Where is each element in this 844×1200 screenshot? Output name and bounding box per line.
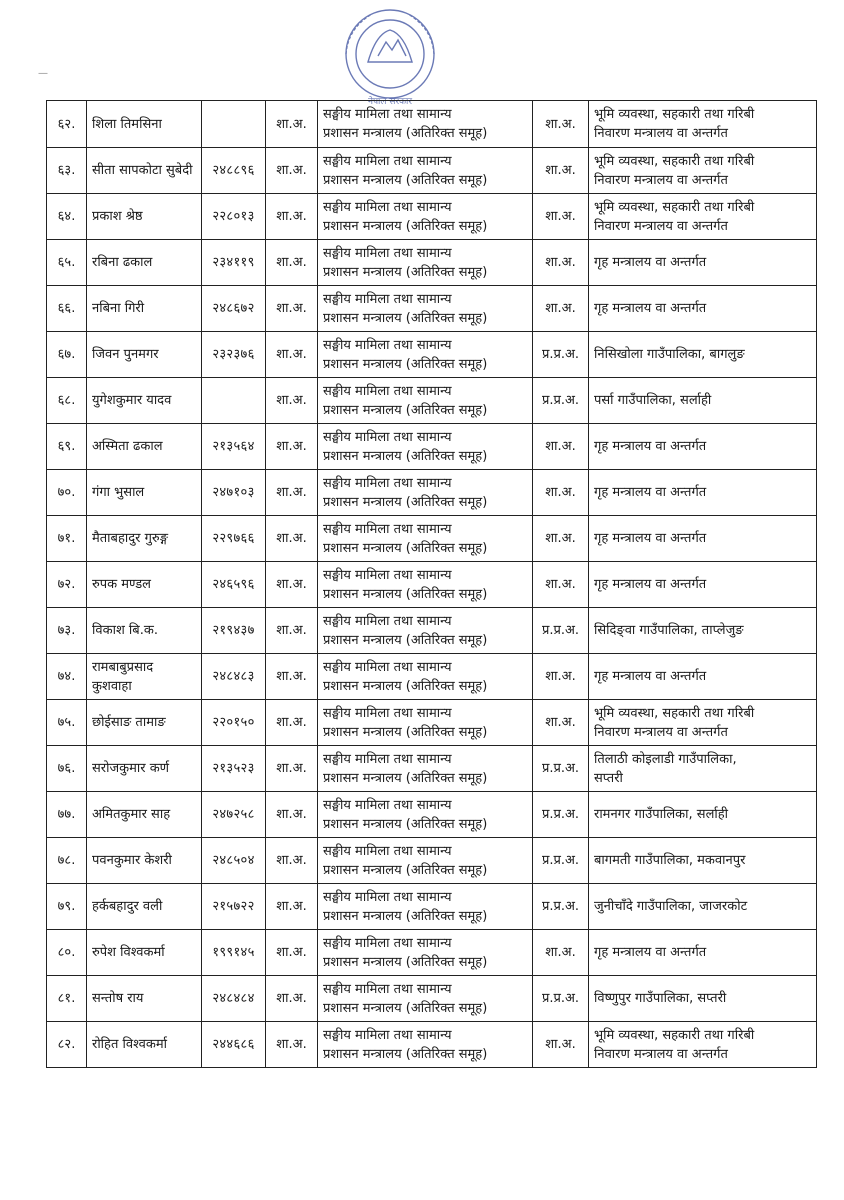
assigned-office <box>589 240 817 286</box>
table-row <box>47 700 817 746</box>
office-line-1: भूमि व्यवस्था, सहकारी तथा गरिबी <box>594 199 755 215</box>
serial-number: ७९. <box>47 884 87 930</box>
employee-id: २२९७६६ <box>202 516 266 562</box>
employee-id: २१५७२२ <box>202 884 266 930</box>
ministry-line-1: सङ्घीय मामिला तथा सामान्य <box>323 659 452 675</box>
serial-number: ७१. <box>47 516 87 562</box>
office-line-2: निवारण मन्त्रालय वा अन्तर्गत <box>594 724 728 740</box>
office-line-1: गृह मन्त्रालय वा अन्तर्गत <box>594 669 707 684</box>
employee-name: हर्कबहादुर वली <box>87 884 202 930</box>
table-row <box>47 378 817 424</box>
table-row <box>47 240 817 286</box>
employee-name: सन्तोष राय <box>87 976 202 1022</box>
ministry-line-2: प्रशासन मन्त्रालय (अतिरिक्त समूह) <box>323 1000 488 1016</box>
serial-number: ७८. <box>47 838 87 884</box>
office-line-1: गृह मन्त्रालय वा अन्तर्गत <box>594 531 707 546</box>
assigned-post: शा.अ. <box>533 470 589 516</box>
current-post: शा.अ. <box>266 884 318 930</box>
office-line-1: भूमि व्यवस्था, सहकारी तथा गरिबी <box>594 705 755 721</box>
table-row <box>47 976 817 1022</box>
ministry-line-1: सङ्घीय मामिला तथा सामान्य <box>323 843 452 859</box>
assigned-office <box>589 608 817 654</box>
ministry-line-2: प्रशासन मन्त्रालय (अतिरिक्त समूह) <box>323 448 488 464</box>
assigned-post: प्र.प्र.अ. <box>533 976 589 1022</box>
assigned-post: प्र.प्र.अ. <box>533 746 589 792</box>
current-post: शा.अ. <box>266 838 318 884</box>
assigned-office <box>589 378 817 424</box>
serial-number: ८२. <box>47 1022 87 1068</box>
serial-number: ७५. <box>47 700 87 746</box>
assigned-office <box>589 332 817 378</box>
margin-mark: — <box>38 68 48 79</box>
employee-id: १९९१४५ <box>202 930 266 976</box>
current-post: शा.अ. <box>266 746 318 792</box>
current-post: शा.अ. <box>266 194 318 240</box>
employee-name: अस्मिता ढकाल <box>87 424 202 470</box>
current-ministry <box>318 286 533 332</box>
assigned-post: प्र.प्र.अ. <box>533 792 589 838</box>
current-ministry <box>318 654 533 700</box>
employee-id: २४६५९६ <box>202 562 266 608</box>
table-row <box>47 608 817 654</box>
ministry-line-2: प्रशासन मन्त्रालय (अतिरिक्त समूह) <box>323 862 488 878</box>
assigned-office <box>589 838 817 884</box>
serial-number: ७०. <box>47 470 87 516</box>
serial-number: ६७. <box>47 332 87 378</box>
current-post: शा.अ. <box>266 792 318 838</box>
current-post: शा.अ. <box>266 700 318 746</box>
ministry-line-1: सङ्घीय मामिला तथा सामान्य <box>323 981 452 997</box>
table-row <box>47 286 817 332</box>
current-ministry <box>318 884 533 930</box>
current-ministry <box>318 1022 533 1068</box>
current-ministry <box>318 930 533 976</box>
assigned-office <box>589 654 817 700</box>
office-line-1: गृह मन्त्रालय वा अन्तर्गत <box>594 255 707 270</box>
ministry-line-2: प्रशासन मन्त्रालय (अतिरिक्त समूह) <box>323 540 488 556</box>
office-line-2: निवारण मन्त्रालय वा अन्तर्गत <box>594 218 728 234</box>
employee-id: २१९४३७ <box>202 608 266 654</box>
ministry-line-2: प्रशासन मन्त्रालय (अतिरिक्त समूह) <box>323 172 488 188</box>
employee-name: सरोजकुमार कर्ण <box>87 746 202 792</box>
table-body <box>47 101 817 1068</box>
current-post: शा.अ. <box>266 608 318 654</box>
table-row <box>47 148 817 194</box>
ministry-line-2: प्रशासन मन्त्रालय (अतिरिक्त समूह) <box>323 816 488 832</box>
current-ministry <box>318 148 533 194</box>
ministry-line-1: सङ्घीय मामिला तथा सामान्य <box>323 521 452 537</box>
assigned-post: शा.अ. <box>533 148 589 194</box>
assigned-office <box>589 930 817 976</box>
table-row <box>47 1022 817 1068</box>
assigned-post: शा.अ. <box>533 1022 589 1068</box>
employee-name: रोहित विश्वकर्मा <box>87 1022 202 1068</box>
employee-id: २४८४८३ <box>202 654 266 700</box>
office-line-1: गृह मन्त्रालय वा अन्तर्गत <box>594 485 707 500</box>
employee-name: रामबाबुप्रसाद कुशवाहा <box>87 654 202 700</box>
employee-id: २४७२५८ <box>202 792 266 838</box>
assigned-office <box>589 148 817 194</box>
ministry-line-1: सङ्घीय मामिला तथा सामान्य <box>323 475 452 491</box>
current-ministry <box>318 101 533 148</box>
current-post: शा.अ. <box>266 562 318 608</box>
office-line-2: निवारण मन्त्रालय वा अन्तर्गत <box>594 126 728 141</box>
serial-number: ८१. <box>47 976 87 1022</box>
employee-name: प्रकाश श्रेष्ठ <box>87 194 202 240</box>
table-row <box>47 562 817 608</box>
ministry-line-2: प्रशासन मन्त्रालय (अतिरिक्त समूह) <box>323 724 488 740</box>
employee-name: छोईसाङ तामाङ <box>87 700 202 746</box>
ministry-line-2: प्रशासन मन्त्रालय (अतिरिक्त समूह) <box>323 954 488 970</box>
assigned-post: शा.अ. <box>533 101 589 148</box>
office-line-1: बागमती गाउँपालिका, मकवानपुर <box>594 853 746 868</box>
ministry-line-1: सङ्घीय मामिला तथा सामान्य <box>323 291 452 307</box>
employee-name: सीता सापकोटा सुबेदी <box>87 148 202 194</box>
table-row <box>47 838 817 884</box>
employee-name: रबिना ढकाल <box>87 240 202 286</box>
table-row <box>47 101 817 148</box>
assigned-office <box>589 562 817 608</box>
current-post: शा.अ. <box>266 148 318 194</box>
employee-id: २२८०१३ <box>202 194 266 240</box>
current-post: शा.अ. <box>266 470 318 516</box>
assigned-office <box>589 470 817 516</box>
employee-name: रुपक मण्डल <box>87 562 202 608</box>
current-ministry <box>318 838 533 884</box>
assigned-post: प्र.प्र.अ. <box>533 332 589 378</box>
table-row <box>47 194 817 240</box>
assigned-office <box>589 1022 817 1068</box>
office-line-2: सप्तरी <box>594 770 623 786</box>
assigned-post: शा.अ. <box>533 286 589 332</box>
employee-id: २४८६७२ <box>202 286 266 332</box>
current-post: शा.अ. <box>266 240 318 286</box>
office-line-1: निसिखोला गाउँपालिका, बागलुङ <box>594 347 745 362</box>
seal-text: नेपाल सरकार <box>367 97 413 107</box>
serial-number: ६९. <box>47 424 87 470</box>
assigned-office <box>589 700 817 746</box>
current-ministry <box>318 976 533 1022</box>
current-post: शा.अ. <box>266 976 318 1022</box>
employee-name: नबिना गिरी <box>87 286 202 332</box>
ministry-line-2: प्रशासन मन्त्रालय (अतिरिक्त समूह) <box>323 1046 488 1062</box>
current-post: शा.अ. <box>266 516 318 562</box>
ministry-line-2: प्रशासन मन्त्रालय (अतिरिक्त समूह) <box>323 356 488 372</box>
employee-id: २२०१५० <box>202 700 266 746</box>
assigned-post: शा.अ. <box>533 700 589 746</box>
current-ministry <box>318 240 533 286</box>
assigned-post: शा.अ. <box>533 562 589 608</box>
employee-name: युगेशकुमार यादव <box>87 378 202 424</box>
ministry-line-1: सङ्घीय मामिला तथा सामान्य <box>323 751 452 767</box>
office-line-1: भूमि व्यवस्था, सहकारी तथा गरिबी <box>594 1027 755 1043</box>
employee-id: २१३५२३ <box>202 746 266 792</box>
office-line-1: रामनगर गाउँपालिका, सर्लाही <box>594 807 729 822</box>
serial-number: ६३. <box>47 148 87 194</box>
employee-name: जिवन पुनमगर <box>87 332 202 378</box>
ministry-line-2: प्रशासन मन्त्रालय (अतिरिक्त समूह) <box>323 770 488 786</box>
employee-name: शिला तिमसिना <box>87 101 202 148</box>
office-line-1: सिदिङ्वा गाउँपालिका, ताप्लेजुङ <box>594 623 744 638</box>
ministry-line-1: सङ्घीय मामिला तथा सामान्य <box>323 1027 452 1043</box>
employee-name: विकाश बि.क. <box>87 608 202 654</box>
current-ministry <box>318 516 533 562</box>
table-row <box>47 424 817 470</box>
assigned-office <box>589 792 817 838</box>
current-ministry <box>318 378 533 424</box>
office-line-1: गृह मन्त्रालय वा अन्तर्गत <box>594 577 707 592</box>
ministry-line-1: सङ्घीय मामिला तथा सामान्य <box>323 199 452 215</box>
table-row <box>47 884 817 930</box>
ministry-line-1: सङ्घीय मामिला तथा सामान्य <box>323 107 452 122</box>
office-line-1: भूमि व्यवस्था, सहकारी तथा गरिबी <box>594 153 755 169</box>
employee-id: २४८५०४ <box>202 838 266 884</box>
serial-number: ८०. <box>47 930 87 976</box>
employee-id: २४४६८६ <box>202 1022 266 1068</box>
current-post: शा.अ. <box>266 286 318 332</box>
office-line-2: निवारण मन्त्रालय वा अन्तर्गत <box>594 1046 728 1062</box>
assigned-post: शा.अ. <box>533 194 589 240</box>
table-row <box>47 332 817 378</box>
serial-number: ७४. <box>47 654 87 700</box>
employee-id: २३४११९ <box>202 240 266 286</box>
office-line-1: गृह मन्त्रालय वा अन्तर्गत <box>594 439 707 454</box>
current-post: शा.अ. <box>266 1022 318 1068</box>
serial-number: ७३. <box>47 608 87 654</box>
serial-number: ७७. <box>47 792 87 838</box>
current-post: शा.अ. <box>266 930 318 976</box>
office-line-1: जुनीचाँदे गाउँपालिका, जाजरकोट <box>594 899 748 914</box>
assigned-office <box>589 516 817 562</box>
current-ministry <box>318 470 533 516</box>
assigned-post: प्र.प्र.अ. <box>533 838 589 884</box>
current-ministry <box>318 792 533 838</box>
ministry-line-1: सङ्घीय मामिला तथा सामान्य <box>323 613 452 629</box>
current-ministry <box>318 746 533 792</box>
assigned-post: प्र.प्र.अ. <box>533 884 589 930</box>
employee-name: रुपेश विश्वकर्मा <box>87 930 202 976</box>
ministry-line-2: प्रशासन मन्त्रालय (अतिरिक्त समूह) <box>323 632 488 648</box>
table-row <box>47 746 817 792</box>
assigned-office <box>589 101 817 148</box>
ministry-line-1: सङ्घीय मामिला तथा सामान्य <box>323 383 452 399</box>
office-line-1: गृह मन्त्रालय वा अन्तर्गत <box>594 301 707 316</box>
serial-number: ७६. <box>47 746 87 792</box>
employee-id <box>202 101 266 148</box>
current-post: शा.अ. <box>266 424 318 470</box>
ministry-line-2: प्रशासन मन्त्रालय (अतिरिक्त समूह) <box>323 310 488 326</box>
serial-number: ७२. <box>47 562 87 608</box>
employee-id: २४८८९६ <box>202 148 266 194</box>
ministry-line-1: सङ्घीय मामिला तथा सामान्य <box>323 245 452 261</box>
ministry-line-1: सङ्घीय मामिला तथा सामान्य <box>323 705 452 721</box>
office-line-1: तिलाठी कोइलाडी गाउँपालिका, <box>594 751 737 767</box>
assigned-office <box>589 286 817 332</box>
current-post: शा.अ. <box>266 332 318 378</box>
serial-number: ६८. <box>47 378 87 424</box>
current-ministry <box>318 332 533 378</box>
ministry-line-2: प्रशासन मन्त्रालय (अतिरिक्त समूह) <box>323 494 488 510</box>
table-row <box>47 654 817 700</box>
assigned-post: प्र.प्र.अ. <box>533 378 589 424</box>
office-line-1: गृह मन्त्रालय वा अन्तर्गत <box>594 945 707 960</box>
serial-number: ६४. <box>47 194 87 240</box>
assigned-post: शा.अ. <box>533 516 589 562</box>
ministry-line-2: प्रशासन मन्त्रालय (अतिरिक्त समूह) <box>323 678 488 694</box>
table-row <box>47 470 817 516</box>
serial-number: ६६. <box>47 286 87 332</box>
ministry-line-2: प्रशासन मन्त्रालय (अतिरिक्त समूह) <box>323 908 488 924</box>
appointment-table <box>46 100 817 1068</box>
table-row <box>47 792 817 838</box>
employee-name: अमितकुमार साह <box>87 792 202 838</box>
employee-id: २१३५६४ <box>202 424 266 470</box>
employee-name: पवनकुमार केशरी <box>87 838 202 884</box>
assigned-office <box>589 976 817 1022</box>
current-ministry <box>318 424 533 470</box>
ministry-line-2: प्रशासन मन्त्रालय (अतिरिक्त समूह) <box>323 218 488 234</box>
ministry-line-2: प्रशासन मन्त्रालय (अतिरिक्त समूह) <box>323 402 488 418</box>
ministry-line-1: सङ्घीय मामिला तथा सामान्य <box>323 797 452 813</box>
assigned-post: शा.अ. <box>533 654 589 700</box>
current-post: शा.अ. <box>266 378 318 424</box>
current-ministry <box>318 194 533 240</box>
ministry-line-2: प्रशासन मन्त्रालय (अतिरिक्त समूह) <box>323 264 488 280</box>
table-row <box>47 930 817 976</box>
office-line-1: पर्सा गाउँपालिका, सर्लाही <box>594 393 712 408</box>
ministry-line-1: सङ्घीय मामिला तथा सामान्य <box>323 567 452 583</box>
assigned-office <box>589 746 817 792</box>
assigned-post: शा.अ. <box>533 930 589 976</box>
serial-number: ६५. <box>47 240 87 286</box>
ministry-line-1: सङ्घीय मामिला तथा सामान्य <box>323 889 452 905</box>
ministry-line-1: सङ्घीय मामिला तथा सामान्य <box>323 935 452 951</box>
assigned-office <box>589 884 817 930</box>
office-line-1: विष्णुपुर गाउँपालिका, सप्तरी <box>594 991 727 1006</box>
assigned-post: प्र.प्र.अ. <box>533 608 589 654</box>
current-post: शा.अ. <box>266 654 318 700</box>
ministry-line-1: सङ्घीय मामिला तथा सामान्य <box>323 153 452 169</box>
serial-number: ६२. <box>47 101 87 148</box>
employee-id <box>202 378 266 424</box>
current-ministry <box>318 608 533 654</box>
assigned-post: शा.अ. <box>533 240 589 286</box>
employee-id: २४८४८४ <box>202 976 266 1022</box>
assigned-post: शा.अ. <box>533 424 589 470</box>
office-line-2: निवारण मन्त्रालय वा अन्तर्गत <box>594 172 728 188</box>
employee-name: गंगा भुसाल <box>87 470 202 516</box>
ministry-line-2: प्रशासन मन्त्रालय (अतिरिक्त समूह) <box>323 586 488 602</box>
ministry-line-2: प्रशासन मन्त्रालय (अतिरिक्त समूह) <box>323 126 488 141</box>
ministry-line-1: सङ्घीय मामिला तथा सामान्य <box>323 429 452 445</box>
employee-id: २४७१०३ <box>202 470 266 516</box>
assigned-office <box>589 194 817 240</box>
assigned-office <box>589 424 817 470</box>
table-row <box>47 516 817 562</box>
current-ministry <box>318 700 533 746</box>
employee-name: मैताबहादुर गुरुङ्ग <box>87 516 202 562</box>
current-post: शा.अ. <box>266 101 318 148</box>
office-line-1: भूमि व्यवस्था, सहकारी तथा गरिबी <box>594 107 755 122</box>
current-ministry <box>318 562 533 608</box>
employee-id: २३२३७६ <box>202 332 266 378</box>
ministry-line-1: सङ्घीय मामिला तथा सामान्य <box>323 337 452 353</box>
